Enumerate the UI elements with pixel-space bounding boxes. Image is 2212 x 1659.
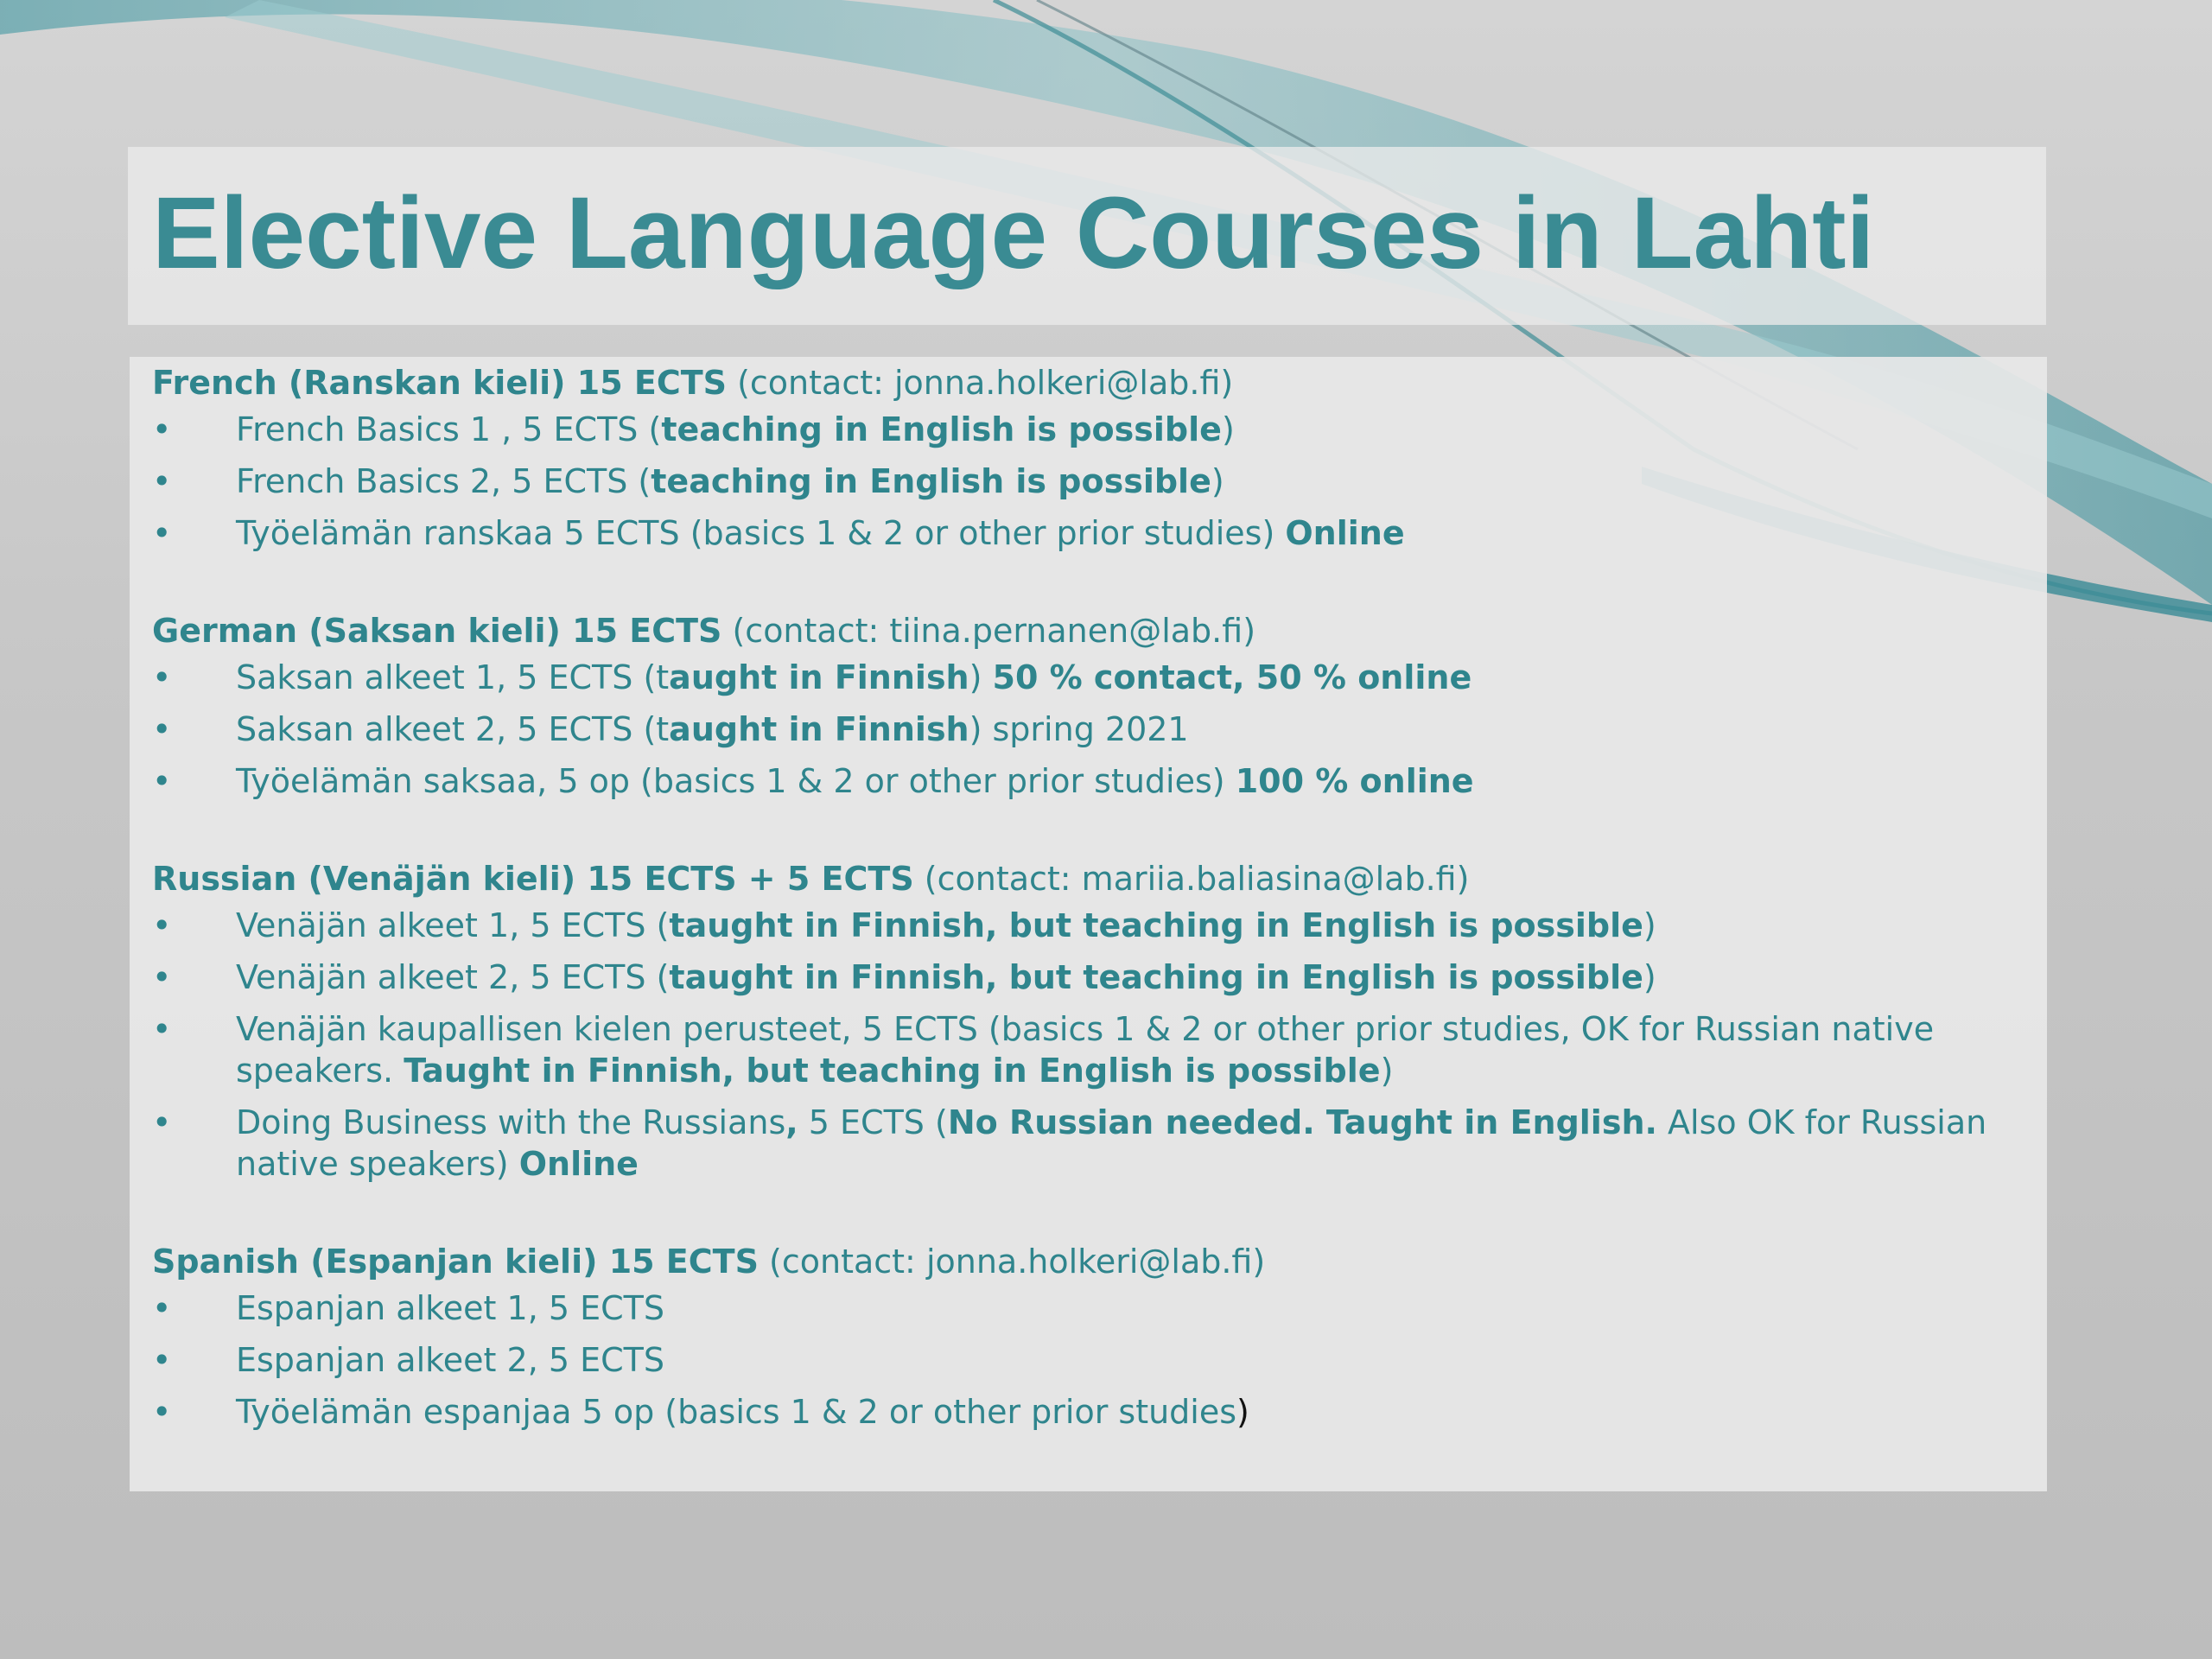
heading-contact: (contact: tiina.pernanen@lab.fi) <box>721 612 1256 650</box>
item-text: ) <box>969 658 993 696</box>
item-bold: 100 % online <box>1235 762 1474 800</box>
list-item <box>152 905 2036 946</box>
item-bold: No Russian needed. Taught in English. <box>947 1103 1657 1141</box>
title-banner <box>128 147 2046 325</box>
bullet-icon: • <box>152 1341 172 1379</box>
bullet-icon: • <box>152 658 172 696</box>
section-heading <box>152 605 2036 657</box>
list-item <box>152 709 2036 750</box>
item-tail: ) <box>1643 958 1656 996</box>
item-text: Työelämän saksaa, 5 op (basics 1 & 2 or other prior studies) <box>236 762 1236 800</box>
section-russian <box>152 853 2036 1185</box>
heading-bold: German (Saksan kieli) 15 ECTS <box>152 612 722 650</box>
list-item <box>152 409 2036 450</box>
item-tail: ) <box>1380 1052 1394 1090</box>
bullet-icon: • <box>152 906 172 944</box>
item-bold: , <box>785 1103 798 1141</box>
item-tail: ) <box>1236 1393 1249 1431</box>
section-heading <box>152 357 2036 409</box>
list-item <box>152 1339 2036 1381</box>
item-bold: teaching in English is possible <box>651 462 1211 500</box>
item-bold: Online <box>518 1145 639 1183</box>
item-text: French Basics 1 , 5 ECTS ( <box>236 410 662 448</box>
heading-contact: (contact: jonna.holkeri@lab.fi) <box>727 364 1234 402</box>
bullet-icon: • <box>152 1289 172 1327</box>
item-tail: ) <box>1221 410 1235 448</box>
bullet-icon: • <box>152 1393 172 1431</box>
item-bold: teaching in English is possible <box>661 410 1222 448</box>
heading-contact: (contact: mariia.baliasina@lab.fi) <box>913 860 1470 898</box>
section-german <box>152 605 2036 802</box>
section-heading <box>152 1236 2036 1287</box>
item-text: Doing Business with the Russians <box>236 1103 786 1141</box>
item-bold: Taught in Finnish, but teaching in English is possible <box>404 1052 1381 1090</box>
heading-bold: Spanish (Espanjan kieli) 15 ECTS <box>152 1243 759 1281</box>
bullet-icon: • <box>152 958 172 996</box>
list-item <box>152 760 2036 802</box>
bullet-icon: • <box>152 1103 172 1141</box>
item-text: Venäjän alkeet 1, 5 ECTS ( <box>236 906 670 944</box>
bullet-icon: • <box>152 514 172 552</box>
bullet-icon: • <box>152 710 172 748</box>
list-item <box>152 461 2036 502</box>
item-text: 5 ECTS ( <box>798 1103 948 1141</box>
item-bold: Online <box>1285 514 1405 552</box>
list-item <box>152 512 2036 554</box>
item-bold: taught in Finnish, but teaching in English is possible <box>669 906 1643 944</box>
page-title: Elective Language Courses in Lahti <box>152 176 1875 290</box>
list-item <box>152 1391 2036 1433</box>
item-text: Saksan alkeet 1, 5 ECTS (t <box>236 658 670 696</box>
item-bold: aught in Finnish <box>669 658 969 696</box>
list-item <box>152 1287 2036 1329</box>
course-list <box>152 357 2036 1433</box>
bullet-icon: • <box>152 462 172 500</box>
item-text: Espanjan alkeet 1, 5 ECTS <box>236 1289 665 1327</box>
item-bold: taught in Finnish, but teaching in English is possible <box>669 958 1643 996</box>
list-item <box>152 657 2036 698</box>
section-heading <box>152 853 2036 905</box>
item-text: Espanjan alkeet 2, 5 ECTS <box>236 1341 665 1379</box>
section-french <box>152 357 2036 554</box>
heading-bold: Russian (Venäjän kieli) 15 ECTS + 5 ECTS <box>152 860 914 898</box>
bullet-icon: • <box>152 762 172 800</box>
list-item <box>152 1008 2036 1091</box>
item-text: Työelämän ranskaa 5 ECTS (basics 1 & 2 or other prior studies) <box>236 514 1286 552</box>
list-item <box>152 1102 2036 1185</box>
heading-contact: (contact: jonna.holkeri@lab.fi) <box>758 1243 1266 1281</box>
content-panel <box>130 357 2047 1491</box>
heading-bold: French (Ranskan kieli) 15 ECTS <box>152 364 727 402</box>
item-text: Also OK for Russian native speakers) <box>236 1103 1987 1183</box>
section-spanish <box>152 1236 2036 1433</box>
list-item <box>152 957 2036 998</box>
bullet-icon: • <box>152 410 172 448</box>
item-text: Saksan alkeet 2, 5 ECTS (t <box>236 710 670 748</box>
item-tail: ) <box>1643 906 1656 944</box>
item-text: ) spring 2021 <box>969 710 1189 748</box>
bullet-icon: • <box>152 1010 172 1048</box>
item-bold: 50 % contact, 50 % online <box>992 658 1472 696</box>
item-text: Venäjän kaupallisen kielen perusteet, 5 ECTS (basics 1 & 2 or other prior studies, OK for Russian native speakers. <box>236 1010 1935 1090</box>
item-tail: ) <box>1211 462 1224 500</box>
item-bold: aught in Finnish <box>669 710 969 748</box>
item-text: French Basics 2, 5 ECTS ( <box>236 462 652 500</box>
item-text: Työelämän espanjaa 5 op (basics 1 & 2 or other prior studies <box>236 1393 1237 1431</box>
item-text: Venäjän alkeet 2, 5 ECTS ( <box>236 958 670 996</box>
